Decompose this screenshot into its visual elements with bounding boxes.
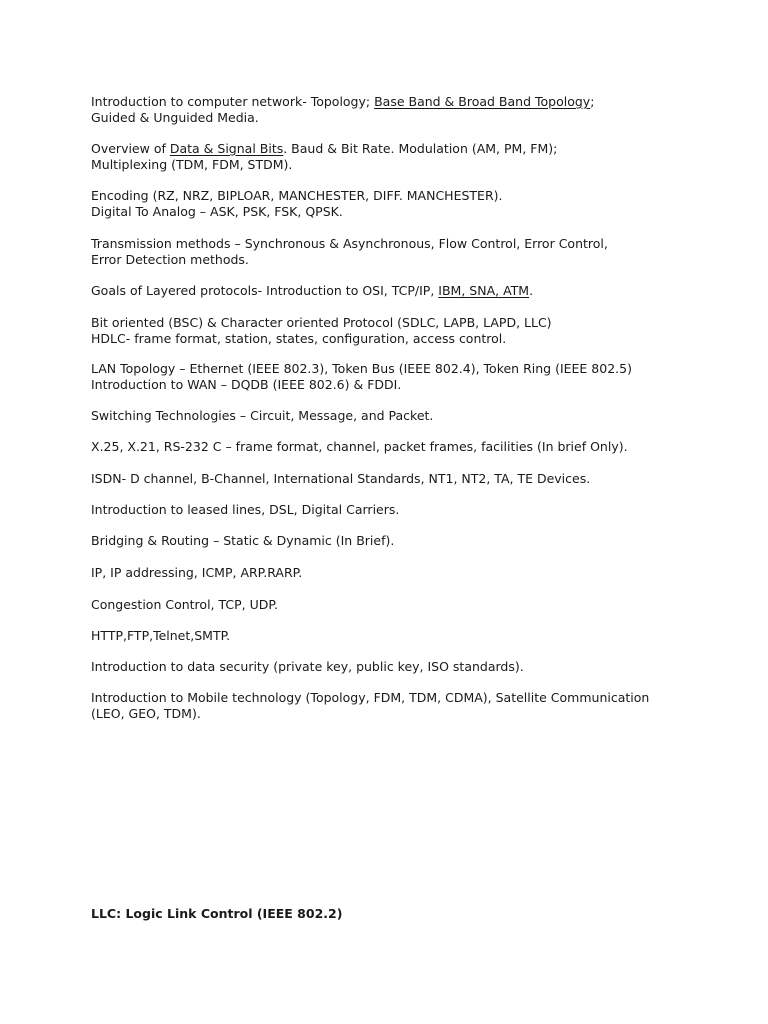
text-line xyxy=(91,408,731,424)
text-segment: HTTP,FTP,Telnet,SMTP. xyxy=(91,628,231,643)
text-segment: LAN Topology – Ethernet (IEEE 802.3), Token Bus (IEEE 802.4), Token Ring (IEEE 802.5) xyxy=(91,361,632,376)
text-segment: Introduction to data security (private key, public key, ISO standards). xyxy=(91,659,524,674)
paragraph xyxy=(91,408,731,424)
text-line xyxy=(91,439,731,455)
text-line xyxy=(91,361,731,377)
text-line xyxy=(91,252,731,268)
text-line xyxy=(91,690,731,706)
text-line xyxy=(91,706,731,722)
text-segment: Digital To Analog – ASK, PSK, FSK, QPSK. xyxy=(91,203,343,219)
text-segment: Switching Technologies – Circuit, Message, and Packet. xyxy=(91,408,434,423)
text-line xyxy=(91,628,731,644)
text-line xyxy=(91,471,731,487)
paragraph xyxy=(91,471,731,487)
paragraph xyxy=(91,236,731,267)
paragraph xyxy=(91,659,731,675)
text-line xyxy=(91,565,731,581)
text-segment: HDLC- frame format, station, states, configuration, access control. xyxy=(91,330,507,346)
paragraph xyxy=(91,439,731,455)
paragraph xyxy=(91,188,731,219)
text-segment: Goals of Layered protocols- Introduction to OSI, TCP/IP, xyxy=(91,283,439,298)
text-segment: Introduction to Mobile technology (Topology, FDM, TDM, CDMA), Satellite Communication xyxy=(91,690,650,705)
paragraph xyxy=(91,141,731,172)
text-line xyxy=(91,331,731,347)
text-segment: Error Detection methods. xyxy=(91,251,249,267)
text-segment: Bit oriented (BSC) & Character oriented Protocol (SDLC, LAPB, LAPD, LLC) xyxy=(91,315,552,330)
text-segment: Introduction to computer network- Topology; xyxy=(91,94,375,109)
text-line xyxy=(91,110,731,126)
text-segment: Encoding (RZ, NRZ, BIPLOAR, MANCHESTER, DIFF. MANCHESTER). xyxy=(91,188,503,203)
text-line xyxy=(91,204,731,220)
underlined-link-text[interactable]: Data & Signal Bits xyxy=(169,141,284,156)
paragraph xyxy=(91,690,731,721)
text-segment: . Baud & Bit Rate. Modulation (AM, PM, FM); xyxy=(283,141,558,156)
section-heading: LLC: Logic Link Control (IEEE 802.2) xyxy=(91,906,343,921)
underlined-link-text[interactable]: Base Band & Broad Band Topology xyxy=(374,94,591,109)
text-line xyxy=(91,283,731,299)
text-segment: Transmission methods – Synchronous & Asynchronous, Flow Control, Error Control, xyxy=(91,236,608,251)
underlined-link-text[interactable]: IBM, SNA, ATM xyxy=(438,283,530,298)
text-line xyxy=(91,188,731,204)
text-segment: Introduction to leased lines, DSL, Digital Carriers. xyxy=(91,502,400,517)
text-line xyxy=(91,157,731,173)
paragraph xyxy=(91,565,731,581)
text-segment: X.25, X.21, RS-232 C – frame format, channel, packet frames, facilities (In brief Only). xyxy=(91,439,628,454)
paragraph xyxy=(91,502,731,518)
text-line xyxy=(91,533,731,549)
text-segment: (LEO, GEO, TDM). xyxy=(91,705,201,721)
text-line xyxy=(91,141,731,157)
text-segment: Congestion Control, TCP, UDP. xyxy=(91,597,278,612)
paragraph xyxy=(91,315,731,346)
text-segment: Multiplexing (TDM, FDM, STDM). xyxy=(91,156,293,172)
paragraph xyxy=(91,361,731,392)
text-line xyxy=(91,315,731,331)
text-segment: ; xyxy=(590,94,595,109)
paragraph xyxy=(91,533,731,549)
text-segment: . xyxy=(529,283,534,298)
text-segment: Overview of xyxy=(91,141,170,156)
text-line xyxy=(91,659,731,675)
text-segment: ISDN- D channel, B-Channel, International Standards, NT1, NT2, TA, TE Devices. xyxy=(91,471,591,486)
paragraph xyxy=(91,628,731,644)
text-line xyxy=(91,377,731,393)
text-segment: Guided & Unguided Media. xyxy=(91,109,259,125)
paragraph xyxy=(91,283,731,299)
paragraph xyxy=(91,94,731,125)
text-line xyxy=(91,597,731,613)
text-segment: Introduction to WAN – DQDB (IEEE 802.6) & FDDI. xyxy=(91,376,402,392)
text-line xyxy=(91,502,731,518)
text-line xyxy=(91,94,731,110)
text-line xyxy=(91,236,731,252)
paragraph xyxy=(91,597,731,613)
text-segment: IP, IP addressing, ICMP, ARP.RARP. xyxy=(91,565,303,580)
text-segment: Bridging & Routing – Static & Dynamic (In Brief). xyxy=(91,533,395,548)
